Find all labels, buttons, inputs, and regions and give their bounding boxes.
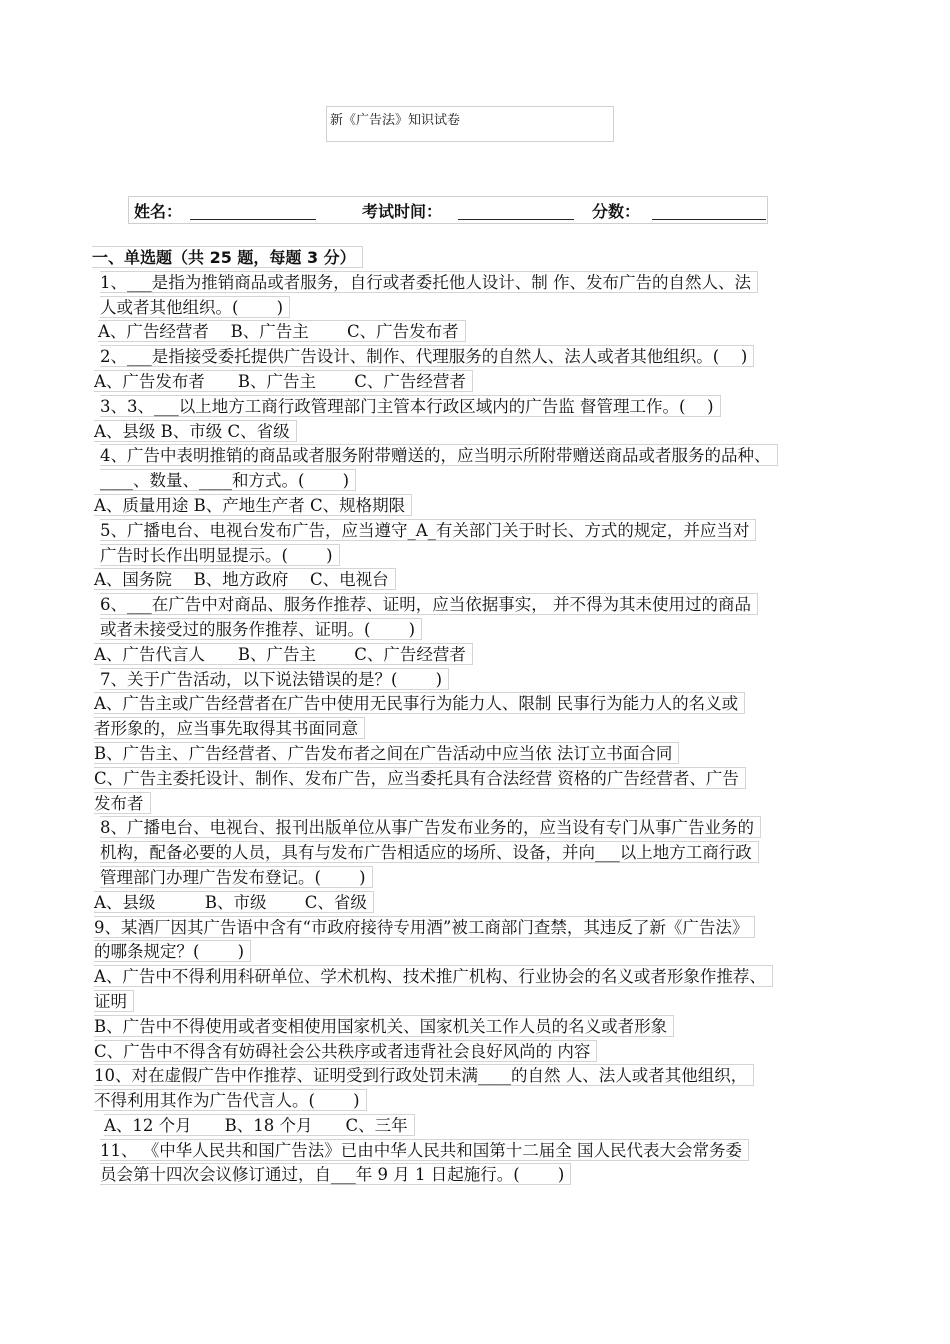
text-line (92, 643, 862, 668)
line-text: 3、3、___以上地方工商行政管理部门主管本行政区域内的广告监 督管理工作。( ) (100, 395, 721, 417)
line-text: 广告时长作出明显提示。( ) (100, 544, 340, 566)
question-lines (92, 271, 862, 1188)
exam-time-label: 考试时间： (362, 202, 443, 221)
line-text: B、广告主、广告经营者、广告发布者之间在广告活动中应当依 法订立书面合同 (94, 742, 679, 764)
text-line (92, 618, 862, 643)
line-text: A、广告代言人 B、广告主 C、广告经营者 (94, 643, 473, 665)
line-text: 人或者其他组织。( ) (100, 296, 290, 318)
line-text: 管理部门办理广告发布登记。( ) (100, 866, 373, 888)
question-list (92, 246, 862, 1188)
line-text: 1、___是指为推销商品或者服务，自行或者委托他人设计、制 作、发布广告的自然人、法 (100, 271, 758, 293)
line-text: 者形象的，应当事先取得其书面同意 (94, 717, 365, 739)
line-text: A、县级 B、市级 C、省级 (94, 420, 297, 442)
text-line (92, 296, 862, 321)
section-title: 一、单选题（共 25 题，每题 3 分） (92, 246, 363, 268)
text-line (92, 494, 862, 519)
text-line (92, 1114, 862, 1139)
line-text: A、县级 B、市级 C、省级 (94, 891, 374, 913)
text-line (92, 395, 862, 420)
line-text: 4、广告中表明推销的商品或者服务附带赠送的，应当明示所附带赠送商品或者服务的品种、 (100, 444, 778, 466)
text-line (92, 544, 862, 569)
score-blank[interactable] (652, 219, 766, 220)
line-text: ____、数量、____和方式。( ) (100, 469, 356, 491)
text-line (92, 593, 862, 618)
text-line (92, 271, 862, 296)
text-line (92, 320, 862, 345)
text-line (92, 792, 862, 817)
text-line (92, 841, 862, 866)
text-line (92, 767, 862, 792)
line-text: 2、___是指接受委托提供广告设计、制作、代理服务的自然人、法人或者其他组织。( ) (100, 345, 754, 367)
line-text: B、广告中不得使用或者变相使用国家机关、国家机关工作人员的名义或者形象 (94, 1015, 674, 1037)
text-line (92, 965, 862, 990)
line-text: A、广告经营者 B、广告主 C、广告发布者 (98, 320, 466, 342)
line-text: 不得利用其作为广告代言人。( ) (94, 1089, 367, 1111)
line-text: A、12 个月 B、18 个月 C、三年 (104, 1114, 415, 1136)
text-line (92, 519, 862, 544)
text-line (92, 469, 862, 494)
line-text: 证明 (94, 990, 134, 1012)
text-line (92, 916, 862, 941)
text-line (92, 866, 862, 891)
text-line (92, 717, 862, 742)
text-line (92, 668, 862, 693)
line-text: 10、对在虚假广告中作推荐、证明受到行政处罚未满____的自然 人、法人或者其他组织， (94, 1064, 754, 1086)
text-line (92, 1139, 862, 1164)
text-line (92, 816, 862, 841)
line-text: 的哪条规定？( ) (94, 940, 251, 962)
text-line (92, 940, 862, 965)
text-line (92, 1064, 862, 1089)
text-line (92, 891, 862, 916)
page-title: 新《广告法》知识试卷 (330, 113, 461, 128)
line-text: C、广告中不得含有妨碍社会公共秩序或者违背社会良好风尚的 内容 (94, 1040, 597, 1062)
text-line (92, 568, 862, 593)
line-text: 5、广播电台、电视台发布广告，应当遵守_A_有关部门关于时长、方式的规定，并应当对 (100, 519, 756, 541)
line-text: 机构，配备必要的人员，具有与发布广告相适应的场所、设备，并向___以上地方工商行政 (100, 841, 759, 863)
line-text: 8、广播电台、电视台、报刊出版单位从事广告发布业务的，应当设有专门从事广告业务的 (100, 816, 761, 838)
text-line (92, 1040, 862, 1065)
line-text: 员会第十四次会议修订通过，自___年 9 月 1 日起施行。( ) (100, 1163, 571, 1185)
text-line (92, 1089, 862, 1114)
section-title-line (92, 246, 862, 271)
text-line (92, 1163, 862, 1188)
text-line (92, 444, 862, 469)
line-text: 或者未接受过的服务作推荐、证明。( ) (100, 618, 422, 640)
line-text: A、质量用途 B、产地生产者 C、规格期限 (94, 494, 412, 516)
line-text: 11、 《中华人民共和国广告法》已由中华人民共和国第十二届全 国人民代表大会常务委 (100, 1139, 749, 1161)
name-blank[interactable] (190, 219, 316, 220)
exam-time-blank[interactable] (458, 219, 574, 220)
text-line (92, 742, 862, 767)
line-text: 7、关于广告活动，以下说法错误的是？( ) (100, 668, 449, 690)
text-line (92, 345, 862, 370)
text-line (92, 420, 862, 445)
score-label: 分数： (592, 202, 641, 221)
text-line (92, 692, 862, 717)
line-text: 6、___在广告中对商品、服务作推荐、证明，应当依据事实， 并不得为其未使用过的商品 (100, 593, 758, 615)
text-line (92, 1015, 862, 1040)
line-text: A、广告中不得利用科研单位、学术机构、技术推广机构、行业协会的名义或者形象作推荐、 (94, 965, 773, 987)
line-text: A、国务院 B、地方政府 C、电视台 (94, 568, 396, 590)
line-text: C、广告主委托设计、制作、发布广告，应当委托具有合法经营 资格的广告经营者、广告 (94, 767, 746, 789)
line-text: 发布者 (94, 792, 151, 814)
text-line (92, 990, 862, 1015)
line-text: 9、某酒厂因其广告语中含有“市政府接待专用酒”被工商部门查禁，其违反了新《广告法》 (94, 916, 755, 938)
exam-info-line (130, 197, 770, 223)
line-text: A、广告主或广告经营者在广告中使用无民事行为能力人、限制 民事行为能力人的名义或 (94, 692, 745, 714)
name-label: 姓名： (134, 202, 183, 221)
line-text: A、广告发布者 B、广告主 C、广告经营者 (94, 370, 473, 392)
text-line (92, 370, 862, 395)
